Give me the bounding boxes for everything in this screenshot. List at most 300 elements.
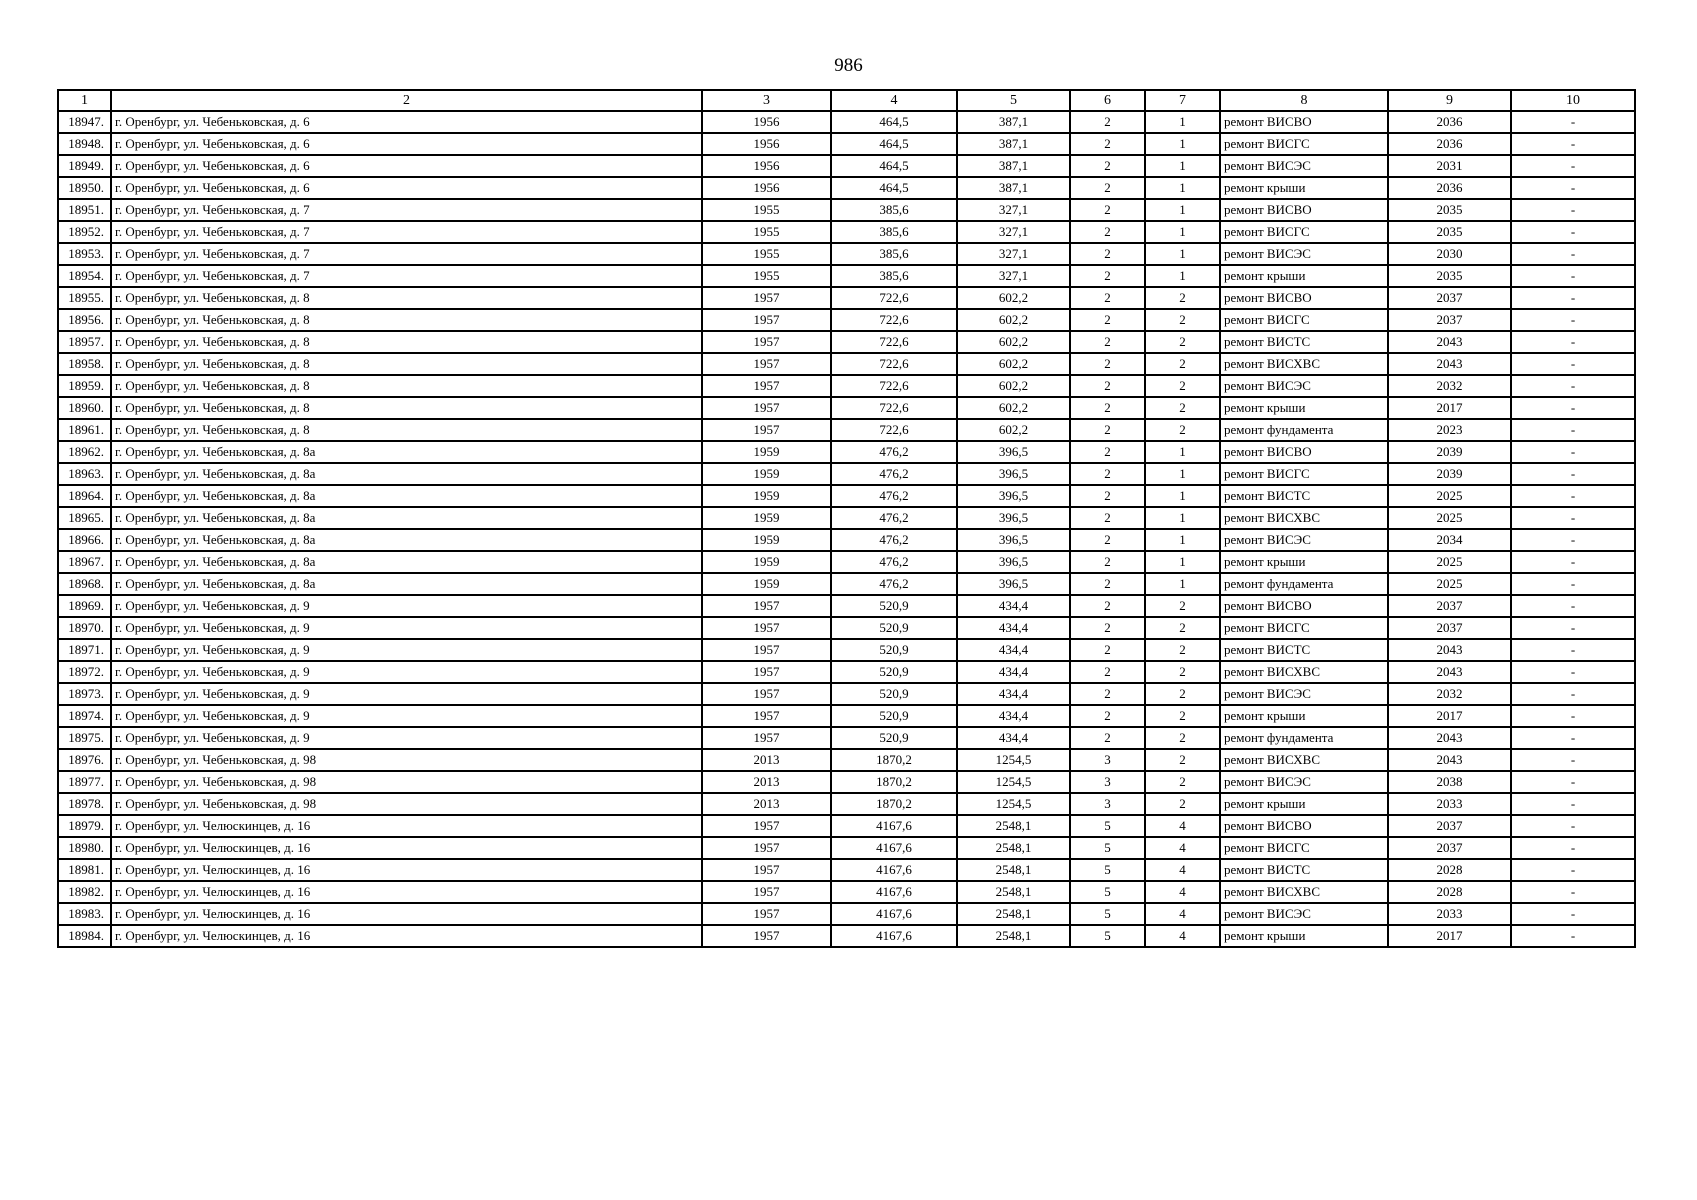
work-type: ремонт ВИСХВС <box>1220 353 1388 375</box>
table-row <box>58 111 1635 133</box>
build-year: 1957 <box>702 661 831 683</box>
row-number: 18978. <box>58 793 111 815</box>
total-area: 520,9 <box>831 727 957 749</box>
floors: 2 <box>1070 529 1145 551</box>
table-row <box>58 243 1635 265</box>
work-type: ремонт ВИСТС <box>1220 859 1388 881</box>
address: г. Оренбург, ул. Чебеньковская, д. 8а <box>111 485 702 507</box>
table-row <box>58 177 1635 199</box>
column-header: 5 <box>957 90 1070 111</box>
total-area: 385,6 <box>831 243 957 265</box>
planned-year: 2039 <box>1388 463 1511 485</box>
build-year: 1957 <box>702 397 831 419</box>
build-year: 1957 <box>702 837 831 859</box>
note: - <box>1511 749 1635 771</box>
table-row <box>58 859 1635 881</box>
living-area: 387,1 <box>957 177 1070 199</box>
row-number: 18971. <box>58 639 111 661</box>
work-type: ремонт фундамента <box>1220 573 1388 595</box>
note: - <box>1511 397 1635 419</box>
work-type: ремонт ВИСГС <box>1220 221 1388 243</box>
planned-year: 2028 <box>1388 859 1511 881</box>
build-year: 1956 <box>702 177 831 199</box>
work-type: ремонт ВИСТС <box>1220 331 1388 353</box>
address: г. Оренбург, ул. Чебеньковская, д. 98 <box>111 771 702 793</box>
planned-year: 2025 <box>1388 507 1511 529</box>
planned-year: 2030 <box>1388 243 1511 265</box>
table-body <box>58 111 1635 947</box>
total-area: 722,6 <box>831 287 957 309</box>
work-type: ремонт ВИСХВС <box>1220 881 1388 903</box>
row-number: 18948. <box>58 133 111 155</box>
entrances: 1 <box>1145 573 1220 595</box>
living-area: 2548,1 <box>957 859 1070 881</box>
build-year: 2013 <box>702 749 831 771</box>
header-row <box>58 90 1635 111</box>
planned-year: 2039 <box>1388 441 1511 463</box>
total-area: 722,6 <box>831 309 957 331</box>
row-number: 18961. <box>58 419 111 441</box>
planned-year: 2037 <box>1388 837 1511 859</box>
address: г. Оренбург, ул. Чебеньковская, д. 8а <box>111 507 702 529</box>
floors: 2 <box>1070 617 1145 639</box>
planned-year: 2033 <box>1388 793 1511 815</box>
total-area: 476,2 <box>831 463 957 485</box>
note: - <box>1511 529 1635 551</box>
note: - <box>1511 485 1635 507</box>
address: г. Оренбург, ул. Чебеньковская, д. 98 <box>111 749 702 771</box>
work-type: ремонт ВИСЭС <box>1220 903 1388 925</box>
build-year: 1957 <box>702 815 831 837</box>
row-number: 18976. <box>58 749 111 771</box>
living-area: 327,1 <box>957 265 1070 287</box>
work-type: ремонт ВИСВО <box>1220 441 1388 463</box>
build-year: 1957 <box>702 881 831 903</box>
note: - <box>1511 199 1635 221</box>
work-type: ремонт ВИСХВС <box>1220 749 1388 771</box>
row-number: 18967. <box>58 551 111 573</box>
build-year: 1959 <box>702 463 831 485</box>
entrances: 1 <box>1145 221 1220 243</box>
total-area: 476,2 <box>831 507 957 529</box>
build-year: 1959 <box>702 441 831 463</box>
floors: 2 <box>1070 485 1145 507</box>
living-area: 387,1 <box>957 133 1070 155</box>
planned-year: 2043 <box>1388 727 1511 749</box>
floors: 2 <box>1070 331 1145 353</box>
entrances: 1 <box>1145 551 1220 573</box>
build-year: 2013 <box>702 793 831 815</box>
column-header: 8 <box>1220 90 1388 111</box>
planned-year: 2025 <box>1388 573 1511 595</box>
total-area: 464,5 <box>831 111 957 133</box>
living-area: 434,4 <box>957 617 1070 639</box>
address: г. Оренбург, ул. Чебеньковская, д. 6 <box>111 133 702 155</box>
note: - <box>1511 815 1635 837</box>
row-number: 18969. <box>58 595 111 617</box>
table-row <box>58 133 1635 155</box>
table-row <box>58 221 1635 243</box>
work-type: ремонт крыши <box>1220 397 1388 419</box>
build-year: 1957 <box>702 419 831 441</box>
table-row <box>58 331 1635 353</box>
entrances: 2 <box>1145 727 1220 749</box>
total-area: 520,9 <box>831 595 957 617</box>
row-number: 18982. <box>58 881 111 903</box>
note: - <box>1511 727 1635 749</box>
entrances: 1 <box>1145 243 1220 265</box>
planned-year: 2043 <box>1388 353 1511 375</box>
total-area: 4167,6 <box>831 925 957 947</box>
entrances: 1 <box>1145 441 1220 463</box>
total-area: 520,9 <box>831 639 957 661</box>
table-row <box>58 419 1635 441</box>
floors: 2 <box>1070 309 1145 331</box>
planned-year: 2036 <box>1388 133 1511 155</box>
row-number: 18968. <box>58 573 111 595</box>
note: - <box>1511 507 1635 529</box>
address: г. Оренбург, ул. Чебеньковская, д. 6 <box>111 177 702 199</box>
note: - <box>1511 551 1635 573</box>
entrances: 2 <box>1145 617 1220 639</box>
work-type: ремонт ВИСВО <box>1220 595 1388 617</box>
living-area: 602,2 <box>957 353 1070 375</box>
address: г. Оренбург, ул. Челюскинцев, д. 16 <box>111 925 702 947</box>
living-area: 602,2 <box>957 375 1070 397</box>
note: - <box>1511 705 1635 727</box>
planned-year: 2037 <box>1388 287 1511 309</box>
work-type: ремонт ВИСВО <box>1220 287 1388 309</box>
work-type: ремонт крыши <box>1220 551 1388 573</box>
address: г. Оренбург, ул. Чебеньковская, д. 9 <box>111 595 702 617</box>
work-type: ремонт ВИСЭС <box>1220 243 1388 265</box>
address: г. Оренбург, ул. Челюскинцев, д. 16 <box>111 815 702 837</box>
floors: 2 <box>1070 177 1145 199</box>
row-number: 18952. <box>58 221 111 243</box>
address: г. Оренбург, ул. Чебеньковская, д. 8а <box>111 551 702 573</box>
note: - <box>1511 155 1635 177</box>
address: г. Оренбург, ул. Чебеньковская, д. 8 <box>111 375 702 397</box>
total-area: 520,9 <box>831 705 957 727</box>
planned-year: 2035 <box>1388 265 1511 287</box>
address: г. Оренбург, ул. Челюскинцев, д. 16 <box>111 837 702 859</box>
total-area: 476,2 <box>831 573 957 595</box>
table-row <box>58 837 1635 859</box>
work-type: ремонт ВИСХВС <box>1220 507 1388 529</box>
entrances: 2 <box>1145 793 1220 815</box>
column-header: 4 <box>831 90 957 111</box>
table-row <box>58 375 1635 397</box>
address: г. Оренбург, ул. Чебеньковская, д. 98 <box>111 793 702 815</box>
entrances: 2 <box>1145 331 1220 353</box>
planned-year: 2038 <box>1388 771 1511 793</box>
planned-year: 2025 <box>1388 485 1511 507</box>
entrances: 4 <box>1145 925 1220 947</box>
total-area: 722,6 <box>831 397 957 419</box>
living-area: 434,4 <box>957 639 1070 661</box>
address: г. Оренбург, ул. Чебеньковская, д. 8 <box>111 419 702 441</box>
entrances: 2 <box>1145 639 1220 661</box>
build-year: 1957 <box>702 705 831 727</box>
total-area: 385,6 <box>831 265 957 287</box>
note: - <box>1511 595 1635 617</box>
living-area: 387,1 <box>957 155 1070 177</box>
address: г. Оренбург, ул. Чебеньковская, д. 9 <box>111 683 702 705</box>
entrances: 4 <box>1145 859 1220 881</box>
row-number: 18970. <box>58 617 111 639</box>
row-number: 18959. <box>58 375 111 397</box>
total-area: 1870,2 <box>831 771 957 793</box>
table-row <box>58 353 1635 375</box>
entrances: 1 <box>1145 133 1220 155</box>
entrances: 2 <box>1145 771 1220 793</box>
table-row <box>58 705 1635 727</box>
entrances: 2 <box>1145 397 1220 419</box>
row-number: 18965. <box>58 507 111 529</box>
floors: 2 <box>1070 265 1145 287</box>
address: г. Оренбург, ул. Чебеньковская, д. 9 <box>111 705 702 727</box>
floors: 3 <box>1070 749 1145 771</box>
floors: 2 <box>1070 243 1145 265</box>
table-row <box>58 771 1635 793</box>
floors: 2 <box>1070 397 1145 419</box>
entrances: 2 <box>1145 749 1220 771</box>
living-area: 387,1 <box>957 111 1070 133</box>
work-type: ремонт ВИСГС <box>1220 837 1388 859</box>
table-row <box>58 199 1635 221</box>
planned-year: 2025 <box>1388 551 1511 573</box>
note: - <box>1511 573 1635 595</box>
entrances: 1 <box>1145 507 1220 529</box>
living-area: 396,5 <box>957 463 1070 485</box>
address: г. Оренбург, ул. Чебеньковская, д. 7 <box>111 243 702 265</box>
build-year: 1957 <box>702 639 831 661</box>
note: - <box>1511 639 1635 661</box>
build-year: 1955 <box>702 243 831 265</box>
total-area: 476,2 <box>831 485 957 507</box>
total-area: 476,2 <box>831 441 957 463</box>
build-year: 1959 <box>702 551 831 573</box>
total-area: 4167,6 <box>831 815 957 837</box>
table-row <box>58 925 1635 947</box>
note: - <box>1511 177 1635 199</box>
planned-year: 2037 <box>1388 617 1511 639</box>
address: г. Оренбург, ул. Чебеньковская, д. 8а <box>111 441 702 463</box>
work-type: ремонт ВИСВО <box>1220 111 1388 133</box>
work-type: ремонт ВИСГС <box>1220 133 1388 155</box>
work-type: ремонт ВИСЭС <box>1220 155 1388 177</box>
build-year: 1957 <box>702 595 831 617</box>
note: - <box>1511 837 1635 859</box>
total-area: 722,6 <box>831 353 957 375</box>
row-number: 18966. <box>58 529 111 551</box>
total-area: 464,5 <box>831 133 957 155</box>
address: г. Оренбург, ул. Чебеньковская, д. 6 <box>111 155 702 177</box>
floors: 2 <box>1070 221 1145 243</box>
table-row <box>58 727 1635 749</box>
floors: 2 <box>1070 375 1145 397</box>
floors: 2 <box>1070 287 1145 309</box>
planned-year: 2036 <box>1388 177 1511 199</box>
row-number: 18956. <box>58 309 111 331</box>
work-type: ремонт крыши <box>1220 177 1388 199</box>
entrances: 4 <box>1145 903 1220 925</box>
total-area: 722,6 <box>831 375 957 397</box>
entrances: 1 <box>1145 463 1220 485</box>
table-row <box>58 639 1635 661</box>
living-area: 327,1 <box>957 243 1070 265</box>
address: г. Оренбург, ул. Чебеньковская, д. 9 <box>111 617 702 639</box>
table-row <box>58 155 1635 177</box>
floors: 2 <box>1070 441 1145 463</box>
table-row <box>58 463 1635 485</box>
total-area: 464,5 <box>831 177 957 199</box>
planned-year: 2032 <box>1388 375 1511 397</box>
living-area: 396,5 <box>957 441 1070 463</box>
floors: 5 <box>1070 815 1145 837</box>
table-row <box>58 485 1635 507</box>
address: г. Оренбург, ул. Чебеньковская, д. 7 <box>111 199 702 221</box>
total-area: 1870,2 <box>831 793 957 815</box>
floors: 2 <box>1070 507 1145 529</box>
entrances: 2 <box>1145 705 1220 727</box>
column-header: 3 <box>702 90 831 111</box>
table-row <box>58 397 1635 419</box>
row-number: 18951. <box>58 199 111 221</box>
planned-year: 2043 <box>1388 639 1511 661</box>
work-type: ремонт крыши <box>1220 925 1388 947</box>
row-number: 18983. <box>58 903 111 925</box>
total-area: 4167,6 <box>831 881 957 903</box>
planned-year: 2017 <box>1388 925 1511 947</box>
build-year: 1959 <box>702 573 831 595</box>
row-number: 18972. <box>58 661 111 683</box>
entrances: 1 <box>1145 485 1220 507</box>
living-area: 2548,1 <box>957 881 1070 903</box>
table-row <box>58 749 1635 771</box>
entrances: 4 <box>1145 815 1220 837</box>
entrances: 2 <box>1145 595 1220 617</box>
total-area: 722,6 <box>831 419 957 441</box>
floors: 2 <box>1070 639 1145 661</box>
table-row <box>58 661 1635 683</box>
address: г. Оренбург, ул. Челюскинцев, д. 16 <box>111 903 702 925</box>
living-area: 327,1 <box>957 199 1070 221</box>
build-year: 1956 <box>702 111 831 133</box>
address: г. Оренбург, ул. Челюскинцев, д. 16 <box>111 881 702 903</box>
total-area: 4167,6 <box>831 837 957 859</box>
build-year: 1955 <box>702 221 831 243</box>
note: - <box>1511 661 1635 683</box>
work-type: ремонт ВИСТС <box>1220 639 1388 661</box>
build-year: 1959 <box>702 485 831 507</box>
planned-year: 2035 <box>1388 199 1511 221</box>
row-number: 18949. <box>58 155 111 177</box>
living-area: 434,4 <box>957 705 1070 727</box>
planned-year: 2036 <box>1388 111 1511 133</box>
living-area: 1254,5 <box>957 749 1070 771</box>
floors: 3 <box>1070 771 1145 793</box>
row-number: 18953. <box>58 243 111 265</box>
total-area: 385,6 <box>831 221 957 243</box>
planned-year: 2033 <box>1388 903 1511 925</box>
table-row <box>58 573 1635 595</box>
total-area: 520,9 <box>831 683 957 705</box>
note: - <box>1511 463 1635 485</box>
total-area: 4167,6 <box>831 859 957 881</box>
living-area: 1254,5 <box>957 793 1070 815</box>
planned-year: 2031 <box>1388 155 1511 177</box>
entrances: 2 <box>1145 419 1220 441</box>
build-year: 1956 <box>702 155 831 177</box>
note: - <box>1511 375 1635 397</box>
work-type: ремонт фундамента <box>1220 419 1388 441</box>
note: - <box>1511 881 1635 903</box>
floors: 2 <box>1070 551 1145 573</box>
living-area: 396,5 <box>957 529 1070 551</box>
planned-year: 2032 <box>1388 683 1511 705</box>
work-type: ремонт ВИСЭС <box>1220 375 1388 397</box>
row-number: 18984. <box>58 925 111 947</box>
build-year: 2013 <box>702 771 831 793</box>
work-type: ремонт ВИСГС <box>1220 309 1388 331</box>
row-number: 18979. <box>58 815 111 837</box>
row-number: 18963. <box>58 463 111 485</box>
note: - <box>1511 793 1635 815</box>
planned-year: 2037 <box>1388 815 1511 837</box>
build-year: 1955 <box>702 199 831 221</box>
note: - <box>1511 441 1635 463</box>
note: - <box>1511 617 1635 639</box>
build-year: 1957 <box>702 287 831 309</box>
table-row <box>58 683 1635 705</box>
work-type: ремонт крыши <box>1220 793 1388 815</box>
work-type: ремонт ВИСЭС <box>1220 771 1388 793</box>
row-number: 18977. <box>58 771 111 793</box>
table-row <box>58 815 1635 837</box>
living-area: 602,2 <box>957 419 1070 441</box>
planned-year: 2037 <box>1388 595 1511 617</box>
floors: 5 <box>1070 837 1145 859</box>
address: г. Оренбург, ул. Чебеньковская, д. 9 <box>111 661 702 683</box>
work-type: ремонт ВИСЭС <box>1220 683 1388 705</box>
table-row <box>58 903 1635 925</box>
entrances: 4 <box>1145 837 1220 859</box>
entrances: 2 <box>1145 683 1220 705</box>
note: - <box>1511 309 1635 331</box>
entrances: 2 <box>1145 661 1220 683</box>
entrances: 1 <box>1145 265 1220 287</box>
note: - <box>1511 859 1635 881</box>
entrances: 2 <box>1145 353 1220 375</box>
table-row <box>58 617 1635 639</box>
row-number: 18960. <box>58 397 111 419</box>
living-area: 2548,1 <box>957 837 1070 859</box>
column-header: 2 <box>111 90 702 111</box>
column-header: 6 <box>1070 90 1145 111</box>
row-number: 18980. <box>58 837 111 859</box>
address: г. Оренбург, ул. Чебеньковская, д. 6 <box>111 111 702 133</box>
row-number: 18950. <box>58 177 111 199</box>
planned-year: 2017 <box>1388 397 1511 419</box>
address: г. Оренбург, ул. Чебеньковская, д. 8 <box>111 397 702 419</box>
note: - <box>1511 243 1635 265</box>
row-number: 18962. <box>58 441 111 463</box>
address: г. Оренбург, ул. Чебеньковская, д. 8 <box>111 331 702 353</box>
column-header: 9 <box>1388 90 1511 111</box>
note: - <box>1511 419 1635 441</box>
build-year: 1955 <box>702 265 831 287</box>
